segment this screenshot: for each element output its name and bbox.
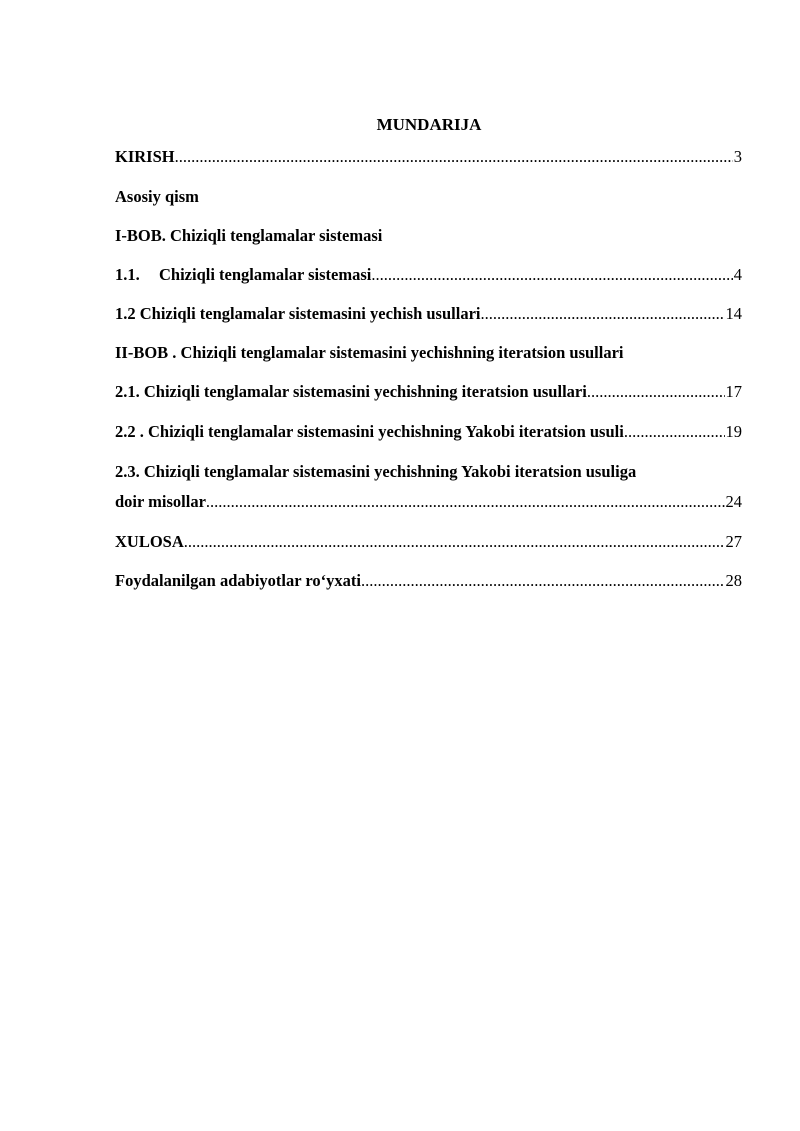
toc-entry-2-2[interactable]: [115, 421, 742, 443]
dot-leader: [624, 421, 725, 443]
toc-page-number: 27: [725, 532, 742, 551]
toc-title: MUNDARIJA: [376, 115, 482, 134]
toc-page-number: 28: [725, 571, 742, 590]
toc-entry-xulosa[interactable]: [115, 531, 742, 553]
toc-entry-2-3-line-2[interactable]: [115, 491, 742, 513]
toc-entry-label: KIRISH: [115, 147, 175, 166]
dot-leader: [361, 570, 724, 592]
toc-entry-label: I-BOB. Chiziqli tenglamalar sistemasi: [115, 226, 383, 245]
toc-page-number: 24: [725, 492, 742, 511]
toc-entry-label: Asosiy qism: [115, 187, 199, 206]
toc-page-number: 3: [733, 147, 742, 166]
toc-entry-kirish[interactable]: [115, 146, 742, 168]
dot-leader: [371, 264, 732, 286]
toc-entry-2-1[interactable]: [115, 381, 742, 403]
toc-page-number: 4: [733, 265, 742, 284]
toc-entry-references[interactable]: [115, 570, 742, 592]
toc-entry-number: 1.1.: [115, 265, 140, 284]
toc-page-number: 14: [725, 304, 742, 323]
toc-entry-label: II-BOB . Chiziqli tenglamalar sistemasini yechishning iteratsion usullari: [115, 343, 624, 362]
dot-leader: [175, 146, 733, 168]
dot-leader: [480, 303, 724, 325]
toc-entry-label: doir misollar: [115, 492, 206, 511]
dot-leader: [184, 531, 725, 553]
toc-entry-label: 2.2 . Chiziqli tenglamalar sistemasini yechishning Yakobi iteratsion usuli: [115, 422, 624, 441]
toc-entry-label: XULOSA: [115, 532, 184, 551]
toc-heading-asosiy-qism: [115, 186, 742, 208]
toc-page-number: 17: [725, 382, 742, 401]
dot-leader: [206, 491, 725, 513]
toc-heading-chapter-2: [115, 342, 742, 364]
toc-entry-label: 1.1. Chiziqli tenglamalar sistemasi: [115, 265, 372, 284]
toc-entry-1-1[interactable]: [115, 264, 742, 286]
toc-entry-label: 2.1. Chiziqli tenglamalar sistemasini yechishning iteratsion usullari: [115, 382, 587, 401]
toc-heading-chapter-1: [115, 225, 742, 247]
toc-entry-label: 2.3. Chiziqli tenglamalar sistemasini yechishning Yakobi iteratsion usuliga: [115, 462, 637, 481]
dot-leader: [587, 381, 725, 403]
toc-entry-2-3-line-1[interactable]: [115, 461, 742, 483]
toc-entry-label: Foydalanilgan adabiyotlar ro‘yxati: [115, 571, 362, 590]
toc-page-number: 19: [725, 422, 742, 441]
toc-entry-label: 1.2 Chiziqli tenglamalar sistemasini yechish usullari: [115, 304, 481, 323]
toc-entry-1-2[interactable]: [115, 303, 742, 325]
